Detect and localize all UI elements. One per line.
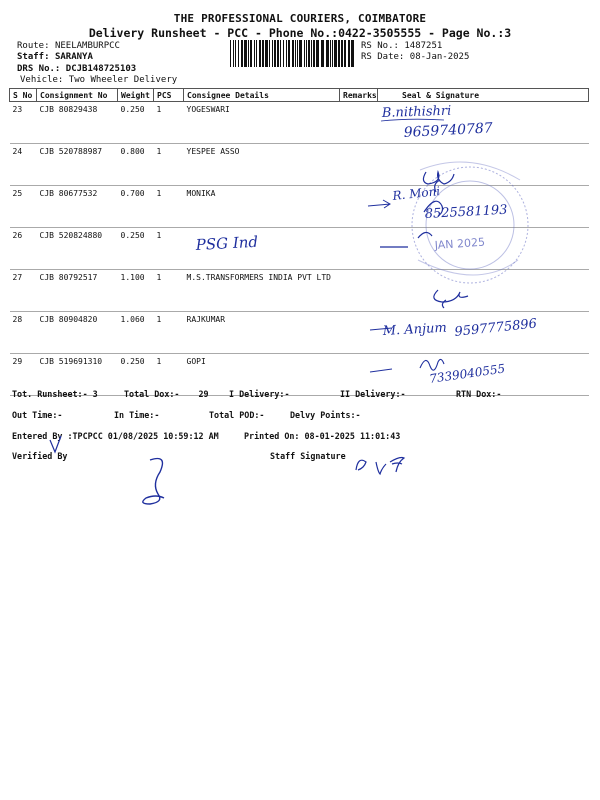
barcode-bar [344, 40, 346, 67]
total-pod: Total POD:- [209, 410, 265, 420]
staff-signature-mark [356, 458, 404, 475]
cell-consignee: M.S.TRANSFORMERS INDIA PVT LTD [184, 270, 340, 312]
total-dox-value: 29 [198, 389, 209, 399]
barcode-bar [274, 40, 276, 67]
barcode-bar [280, 40, 281, 67]
handwritten-phone-row28: 9597775896 [453, 316, 538, 340]
out-time: Out Time:- [12, 410, 63, 420]
cell-consignee: GOPI [184, 354, 340, 396]
vehicle-label: Vehicle: [20, 75, 64, 85]
barcode-bar [316, 40, 319, 67]
rtn-dox: RTN Dox:- [456, 389, 502, 399]
cell-consignee: YESPEE ASSO [184, 144, 340, 186]
cell-remarks [340, 102, 378, 144]
barcode-bar [299, 40, 302, 67]
cell-pcs: 1 [154, 354, 184, 396]
cell-seal [378, 228, 589, 270]
ii-delivery: II Delivery:- [340, 389, 406, 399]
staff-label: Staff: [17, 52, 50, 62]
cell-seal [378, 144, 589, 186]
drs-value: DCJB148725103 [65, 64, 137, 74]
barcode-bar [292, 40, 294, 67]
barcode-bar [341, 40, 343, 67]
runsheet-table [9, 88, 589, 396]
col-header-seal: Seal & Signature [378, 89, 589, 102]
handwritten-name-row28: M. Anjum [382, 320, 448, 339]
cell-pcs: 1 [154, 270, 184, 312]
col-header-weight: Weight [118, 89, 154, 102]
table-row [10, 228, 589, 270]
barcode-bar [334, 40, 337, 67]
drs-label: DRS No.: [17, 64, 61, 74]
cell-consignment: CJB 519691310 [37, 354, 118, 396]
cell-weight: 0.700 [118, 186, 154, 228]
cell-consignment: CJB 80829438 [37, 102, 118, 144]
rs-no-line [361, 41, 442, 51]
total-dox-label: Total Dox:- [124, 389, 180, 399]
barcode-bar [238, 40, 239, 67]
handwritten-name-row23: B.nithishri [381, 103, 452, 121]
entered-by: Entered By :TPCPCC 01/08/2025 10:59:12 AM [12, 431, 219, 441]
barcode-bar [338, 40, 340, 67]
cell-consignee: MONIKA [184, 186, 340, 228]
verified-by: Verified By [12, 451, 68, 461]
staff-signature-label: Staff Signature [270, 451, 346, 461]
cell-pcs: 1 [154, 312, 184, 354]
cell-sno: 28 [10, 312, 37, 354]
cell-consignment: CJB 520824880 [37, 228, 118, 270]
barcode-bar [256, 40, 257, 67]
printed-on: Printed On: 08-01-2025 11:01:43 [244, 431, 401, 441]
barcode-bar [265, 40, 268, 67]
route-value: NEELAMBURPCC [54, 41, 120, 51]
cell-consignment: CJB 80904820 [37, 312, 118, 354]
col-header-consignee: Consignee Details [184, 89, 340, 102]
cell-consignee [184, 228, 340, 270]
cell-remarks [340, 144, 378, 186]
barcode-bar [286, 40, 287, 67]
in-time: In Time:- [114, 410, 160, 420]
route-line [17, 41, 120, 51]
cell-remarks [340, 270, 378, 312]
cell-sno: 25 [10, 186, 37, 228]
barcode-bar [233, 40, 234, 67]
handwritten-phone-row25: 8525581193 [424, 202, 508, 222]
cell-pcs: 1 [154, 102, 184, 144]
tot-runsheet: Tot. Runsheet:- 3 [12, 389, 98, 399]
stamp-date: JAN 2025 [434, 235, 486, 252]
barcode-bar [321, 40, 324, 67]
barcode-bar [348, 40, 350, 67]
cell-weight: 0.250 [118, 102, 154, 144]
drs-line [17, 64, 136, 74]
cell-sno: 27 [10, 270, 37, 312]
barcode-bar [304, 40, 305, 67]
barcode-bar [288, 40, 290, 67]
vehicle-value: Two Wheeler Delivery [68, 75, 178, 85]
cell-seal [378, 102, 589, 144]
col-header-remarks: Remarks [340, 89, 378, 102]
cell-consignee: YOGESWARI [184, 102, 340, 144]
rs-date-value: 08-Jan-2025 [409, 52, 470, 62]
barcode-bar [230, 40, 231, 67]
cell-weight: 0.250 [118, 228, 154, 270]
cell-pcs: 1 [154, 144, 184, 186]
staff-line [17, 52, 93, 62]
cell-consignment: CJB 520788987 [37, 144, 118, 186]
barcode-bar [332, 40, 333, 67]
cell-remarks [340, 228, 378, 270]
barcode-bar [351, 40, 354, 67]
delvy-points: Delvy Points:- [290, 410, 361, 420]
barcode-bar [262, 40, 264, 67]
table-row [10, 312, 589, 354]
col-header-sno: S No [10, 89, 37, 102]
cell-weight: 1.060 [118, 312, 154, 354]
verified-signature [143, 459, 164, 505]
barcode-bar [283, 40, 284, 67]
cell-consignment: CJB 80792517 [37, 270, 118, 312]
table-row [10, 270, 589, 312]
company-title: THE PROFESSIONAL COURIERS, COIMBATORE [173, 12, 427, 25]
barcode-bar [306, 40, 307, 67]
barcode-bar [272, 40, 273, 67]
rs-no-value: 1487251 [404, 41, 443, 51]
handwritten-note-row26: PSG Ind [195, 232, 259, 254]
cell-weight: 0.250 [118, 354, 154, 396]
table-row [10, 102, 589, 144]
i-delivery: I Delivery:- [229, 389, 290, 399]
cell-seal [378, 186, 589, 228]
barcode-bar [277, 40, 279, 67]
barcode-bar [244, 40, 247, 67]
barcode-bar [308, 40, 310, 67]
cell-pcs: 1 [154, 186, 184, 228]
barcode [230, 40, 354, 67]
cell-seal [378, 270, 589, 312]
cell-remarks [340, 186, 378, 228]
table-row [10, 186, 589, 228]
barcode-bar [330, 40, 331, 67]
cell-weight: 1.100 [118, 270, 154, 312]
barcode-bar [250, 40, 252, 67]
barcode-bar [269, 40, 270, 67]
staff-value: SARANYA [54, 52, 93, 62]
total-dox [124, 389, 209, 399]
rs-date-line [361, 52, 469, 62]
barcode-bar [259, 40, 261, 67]
handwritten-phone-row23: 9659740787 [403, 120, 494, 141]
barcode-bar [241, 40, 243, 67]
cell-sno: 29 [10, 354, 37, 396]
handwritten-phone-row29: 7339040555 [428, 361, 507, 386]
cell-weight: 0.800 [118, 144, 154, 186]
runsheet-subtitle: Delivery Runsheet - PCC - Phone No.:0422-3505555 - Page No.:3 [88, 26, 512, 40]
barcode-bar [295, 40, 296, 67]
table-header-row [10, 89, 589, 102]
barcode-bar [254, 40, 255, 67]
barcode-bar [313, 40, 315, 67]
cell-remarks [340, 312, 378, 354]
rs-date-label: RS Date: [361, 52, 405, 62]
barcode-bar [235, 40, 236, 67]
cell-consignee: RAJKUMAR [184, 312, 340, 354]
barcode-bar [311, 40, 312, 67]
vehicle-line [20, 75, 177, 85]
barcode-bar [326, 40, 329, 67]
barcode-bar [297, 40, 298, 67]
table-row [10, 144, 589, 186]
cell-pcs: 1 [154, 228, 184, 270]
cell-seal [378, 312, 589, 354]
barcode-bar [248, 40, 249, 67]
cell-sno: 26 [10, 228, 37, 270]
cell-sno: 24 [10, 144, 37, 186]
col-header-consignment: Consignment No [37, 89, 118, 102]
route-label: Route: [17, 41, 50, 51]
col-header-pcs: PCS [154, 89, 184, 102]
cell-consignment: CJB 80677532 [37, 186, 118, 228]
rs-no-label: RS No.: [361, 41, 399, 51]
cell-sno: 23 [10, 102, 37, 144]
handwritten-name-row25: R. Moni [391, 184, 441, 203]
